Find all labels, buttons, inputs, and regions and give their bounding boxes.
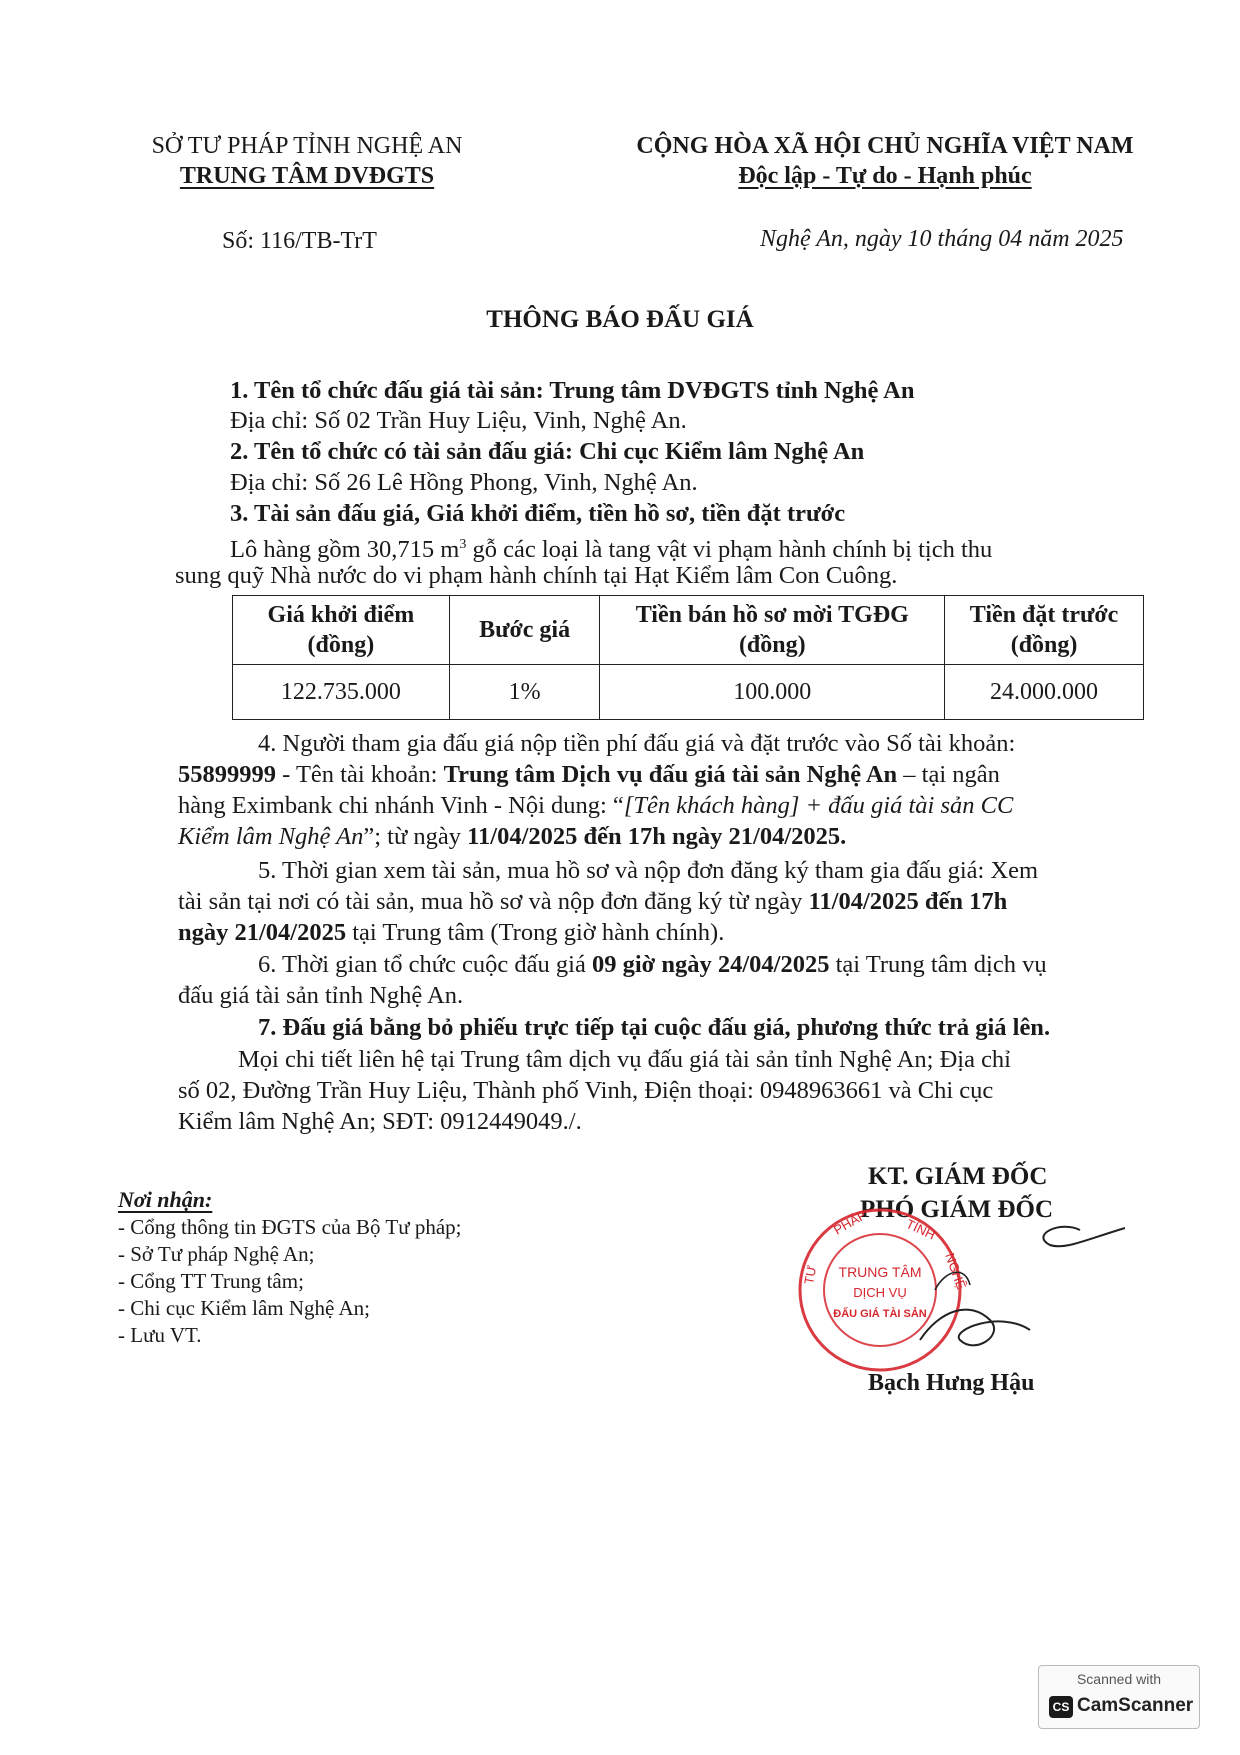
bid-step-value: 1% (449, 665, 600, 720)
header-deposit: Tiền đặt trước (969, 602, 1119, 628)
section5-line1: 5. Thời gian xem tài sản, mua hồ sơ và nộp đơn đăng ký tham gia đấu giá: Xem (258, 857, 1039, 884)
contact-line3: Kiểm lâm Nghệ An; SĐT: 0912449049./. (178, 1108, 582, 1135)
national-motto-text: Độc lập - Tự do - Hạnh phúc (738, 163, 1032, 189)
section4-l2a: - Tên tài khoản: (276, 761, 444, 788)
signer-title: KT. GIÁM ĐỐC (868, 1163, 1048, 1190)
section6-line2: đấu giá tài sản tỉnh Nghệ An. (178, 982, 464, 1009)
viewing-period-end: ngày 21/04/2025 (178, 919, 347, 946)
camscanner-badge (1038, 1665, 1200, 1729)
payment-content-end: Kiểm lâm Nghệ An (178, 823, 364, 850)
viewing-period-start: 11/04/2025 đến 17h (808, 888, 1008, 915)
national-title: CỘNG HÒA XÃ HỘI CHỦ NGHĨA VIỆT NAM (636, 133, 1134, 159)
section4-line2 (178, 760, 1153, 790)
header-starting-price-unit: (đồng) (307, 632, 375, 658)
signer-position: PHÓ GIÁM ĐỐC (860, 1196, 1054, 1223)
contact-line2: số 02, Đường Trần Huy Liệu, Thành phố Vinh, Điện thoại: 0948963661 và Chi cục (178, 1077, 994, 1104)
section5-l3b: tại Trung tâm (Trong giờ hành chính). (346, 919, 725, 946)
section1-address: Địa chỉ: Số 02 Trần Huy Liệu, Vinh, Nghệ An. (230, 407, 687, 434)
agency-name (112, 163, 502, 190)
dossier-fee-value: 100.000 (600, 665, 945, 720)
stamp-outer-left: TƯ (801, 1264, 820, 1286)
document-number: Số: 116/TB-TrT (222, 228, 377, 254)
camscanner-text: CamScanner (1077, 1695, 1194, 1716)
section1-heading (230, 376, 1205, 406)
document-title: THÔNG BÁO ĐẤU GIÁ (486, 306, 754, 333)
place-date: Nghệ An, ngày 10 tháng 04 năm 2025 (760, 226, 1124, 252)
section4-line3 (178, 791, 1153, 821)
section4-l3a: hàng Eximbank chi nhánh Vinh - Nội dung: “ (178, 792, 624, 819)
table-header-cell (233, 596, 450, 665)
table-row (233, 665, 1144, 720)
section3-description-line2: sung quỹ Nhà nước do vi phạm hành chính tại Hạt Kiểm lâm Con Cuông. (175, 562, 898, 589)
handwritten-signature (880, 1190, 1140, 1390)
stamp-outer-right: TỈNH (903, 1216, 938, 1243)
stamp-inner-line2: DỊCH VỤ (853, 1285, 907, 1300)
table-header-cell (449, 596, 600, 665)
section1-name: Trung tâm DVĐGTS tỉnh Nghệ An (549, 377, 915, 404)
deposit-value: 24.000.000 (945, 665, 1144, 720)
stamp-outer-far-right: NGHỆ (942, 1250, 970, 1292)
section4-l4b: ”; từ ngày (363, 823, 468, 850)
signer-name: Bạch Hưng Hậu (868, 1370, 1035, 1396)
stamp-outer-top: PHÁP (831, 1206, 870, 1238)
scanned-with-text: Scanned with (1076, 1671, 1162, 1687)
agency-name-text: TRUNG TÂM DVĐGTS (179, 163, 435, 189)
list-item: - Cổng thông tin ĐGTS của Bộ Tư pháp; (118, 1215, 462, 1239)
list-item: - Sở Tư pháp Nghệ An; (118, 1242, 315, 1266)
header-dossier-fee: Tiền bán hồ sơ mời TGĐG (635, 602, 909, 628)
section3-heading: 3. Tài sản đấu giá, Giá khởi điểm, tiền hồ sơ, tiền đặt trước (230, 500, 846, 527)
section6-line1 (258, 950, 1233, 980)
section2-address: Địa chỉ: Số 26 Lê Hồng Phong, Vinh, Nghệ An. (230, 469, 698, 496)
header-starting-price: Giá khởi điểm (267, 602, 415, 628)
header-deposit-unit: (đồng) (1010, 632, 1078, 658)
contact-line1: Mọi chi tiết liên hệ tại Trung tâm dịch vụ đấu giá tài sản tỉnh Nghệ An; Địa chỉ (238, 1046, 1011, 1073)
section3-description (230, 530, 1205, 565)
section5-line2 (178, 887, 1153, 917)
header-dossier-fee-unit: (đồng) (738, 632, 806, 658)
section5-l2a: tài sản tại nơi có tài sản, mua hồ sơ và nộp đơn đăng ký từ ngày (178, 888, 809, 915)
section4-l2b: – tại ngân (897, 761, 1000, 788)
bank-account-number: 55899999 (178, 761, 276, 788)
bank-account-name: Trung tâm Dịch vụ đấu giá tài sản Nghệ An (443, 761, 898, 788)
list-item: - Lưu VT. (118, 1323, 202, 1347)
agency-parent: SỞ TƯ PHÁP TỈNH NGHỆ AN (151, 133, 463, 159)
stamp-inner-line3: ĐẤU GIÁ TÀI SẢN (833, 1308, 927, 1320)
section6-l1a: 6. Thời gian tổ chức cuộc đấu giá (258, 951, 592, 978)
national-motto (585, 163, 1185, 190)
section2-label: 2. Tên tổ chức có tài sản đấu giá: (230, 438, 573, 465)
section3-desc-part1: Lô hàng gồm 30,715 m (230, 536, 460, 564)
section2-name: Chi cục Kiểm lâm Nghệ An (579, 438, 865, 465)
section3-desc-sup: 3 (459, 537, 467, 552)
section4-line1: 4. Người tham gia đấu giá nộp tiền phí đấu giá và đặt trước vào Số tài khoản: (258, 730, 1016, 757)
starting-price-value: 122.735.000 (233, 665, 450, 720)
table-header-row (233, 596, 1144, 665)
payment-content: [Tên khách hàng] + đấu giá tài sản CC (623, 792, 1014, 819)
auction-info-table (232, 595, 1144, 720)
section6-l1c: tại Trung tâm dịch vụ (829, 951, 1047, 978)
section7: 7. Đấu giá bằng bỏ phiếu trực tiếp tại cuộc đấu giá, phương thức trả giá lên. (258, 1014, 1051, 1041)
header-bid-step: Bước giá (479, 617, 571, 643)
list-item: - Cổng TT Trung tâm; (118, 1269, 304, 1293)
stamp-inner-line1: TRUNG TÂM (838, 1264, 922, 1280)
payment-period: 11/04/2025 đến 17h ngày 21/04/2025. (467, 823, 847, 850)
camscanner-logo-icon: CS (1049, 1696, 1073, 1718)
list-item: - Chi cục Kiểm lâm Nghệ An; (118, 1296, 370, 1320)
table-header-cell (600, 596, 945, 665)
section2-heading (230, 437, 1205, 467)
recipients-heading: Nơi nhận: (118, 1187, 213, 1212)
section5-line3 (178, 918, 1153, 948)
section4-line4 (178, 822, 1153, 852)
table-header-cell (945, 596, 1144, 665)
section1-label: 1. Tên tổ chức đấu giá tài sản: (230, 377, 544, 404)
auction-time: 09 giờ ngày 24/04/2025 (591, 951, 830, 978)
section3-desc-part2: gỗ các loại là tang vật vi phạm hành chính bị tịch thu (466, 536, 993, 564)
